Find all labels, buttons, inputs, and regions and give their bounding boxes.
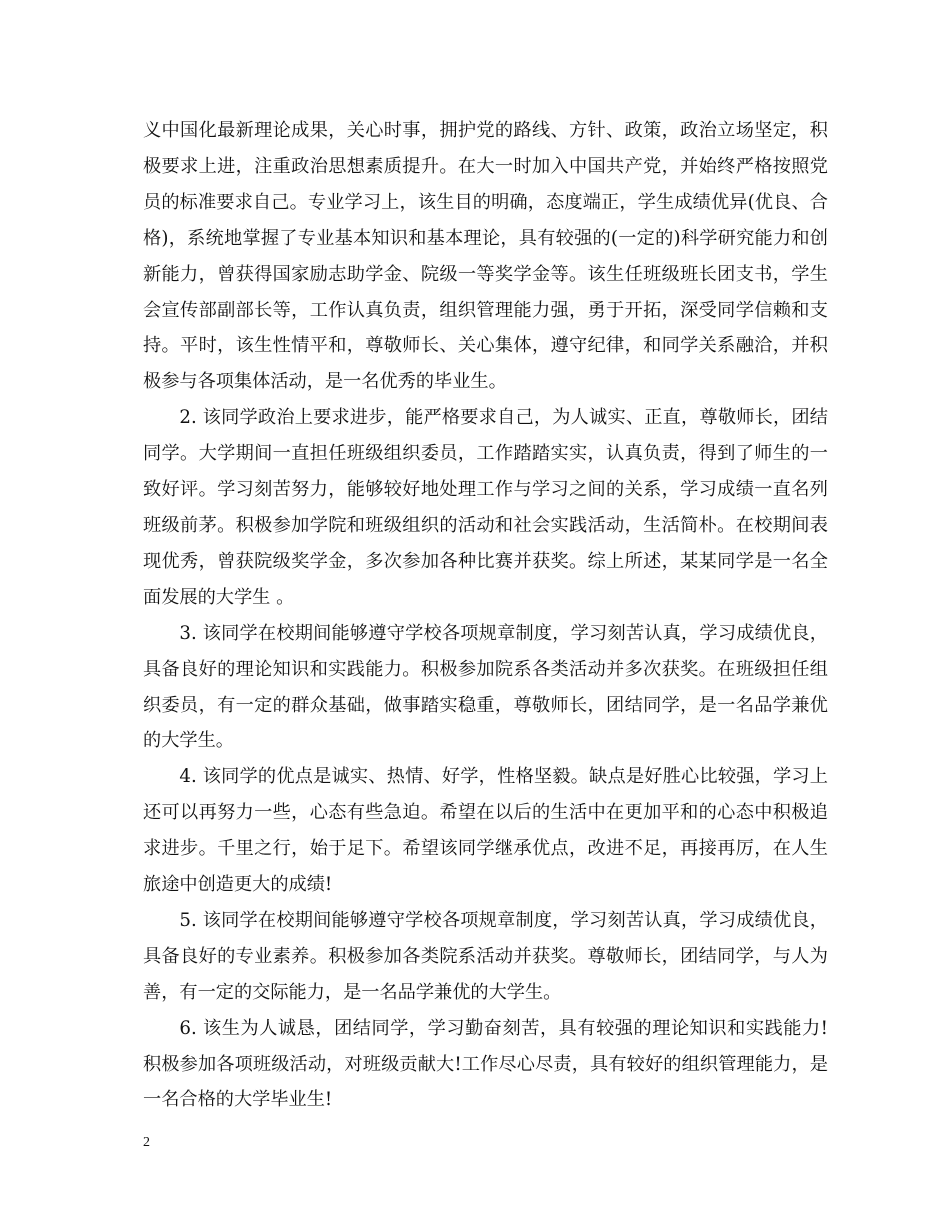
paragraph-6: 6. 该生为人诚恳，团结同学，学习勤奋刻苦，具有较强的理论知识和实践能力!积极参加各项班级活动，对班级贡献大!工作尽心尽责，具有较好的组织管理能力，是一名合格的大学毕业生! [143, 1017, 828, 1111]
paragraph-1-continued: 义中国化最新理论成果，关心时事，拥护党的路线、方针、政策，政治立场坚定，积极要求上进，注重政治思想素质提升。在大一时加入中国共产党，并始终严格按照党员的标准要求自己。专业学习上，该生目的明确，态度端正，学生成绩优异(优良、合格)，系统地掌握了专业基本知识和基本理论，具有较强的(一定的)科学研究能力和创新能力，曾获得国家励志助学金、院级一等奖学金等。该生任班级班长团支书，学生会宣传部副部长等，工作认真负责，组织管理能力强，勇于开拓，深受同学信赖和支持。平时，该生性情平和，尊敬师长、关心集体，遵守纪律，和同学关系融洽，并积极参与各项集体活动，是一名优秀的毕业生。 [143, 120, 828, 393]
page-number: 2 [143, 1135, 150, 1150]
paragraph-5: 5. 该同学在校期间能够遵守学校各项规章制度，学习刻苦认真，学习成绩优良，具备良好的专业素养。积极参加各类院系活动并获奖。尊敬师长，团结同学，与人为善，有一定的交际能力，是一名品学兼优的大学生。 [143, 909, 828, 1003]
paragraph-2: 2. 该同学政治上要求进步，能严格要求自己，为人诚实、正直，尊敬师长，团结同学。大学期间一直担任班级组织委员，工作踏踏实实，认真负责，得到了师生的一致好评。学习刻苦努力，能够较好地处理工作与学习之间的关系，学习成绩一直名列班级前茅。积极参加学院和班级组织的活动和社会实践活动，生活简朴。在校期间表现优秀，曾获院级奖学金，多次参加各种比赛并获奖。综上所述，某某同学是一名全面发展的大学生 。 [143, 407, 828, 608]
paragraph-3: 3. 该同学在校期间能够遵守学校各项规章制度，学习刻苦认真，学习成绩优良，具备良好的理论知识和实践能力。积极参加院系各类活动并多次获奖。在班级担任组织委员，有一定的群众基础，做事踏实稳重，尊敬师长，团结同学，是一名品学兼优的大学生。 [143, 622, 828, 752]
paragraph-4: 4. 该同学的优点是诚实、热情、好学，性格坚毅。缺点是好胜心比较强，学习上还可以再努力一些，心态有些急迫。希望在以后的生活中在更加平和的心态中积极追求进步。千里之行，始于足下。希望该同学继承优点，改进不足，再接再厉，在人生旅途中创造更大的成绩! [143, 766, 828, 896]
document-body [143, 113, 828, 1118]
